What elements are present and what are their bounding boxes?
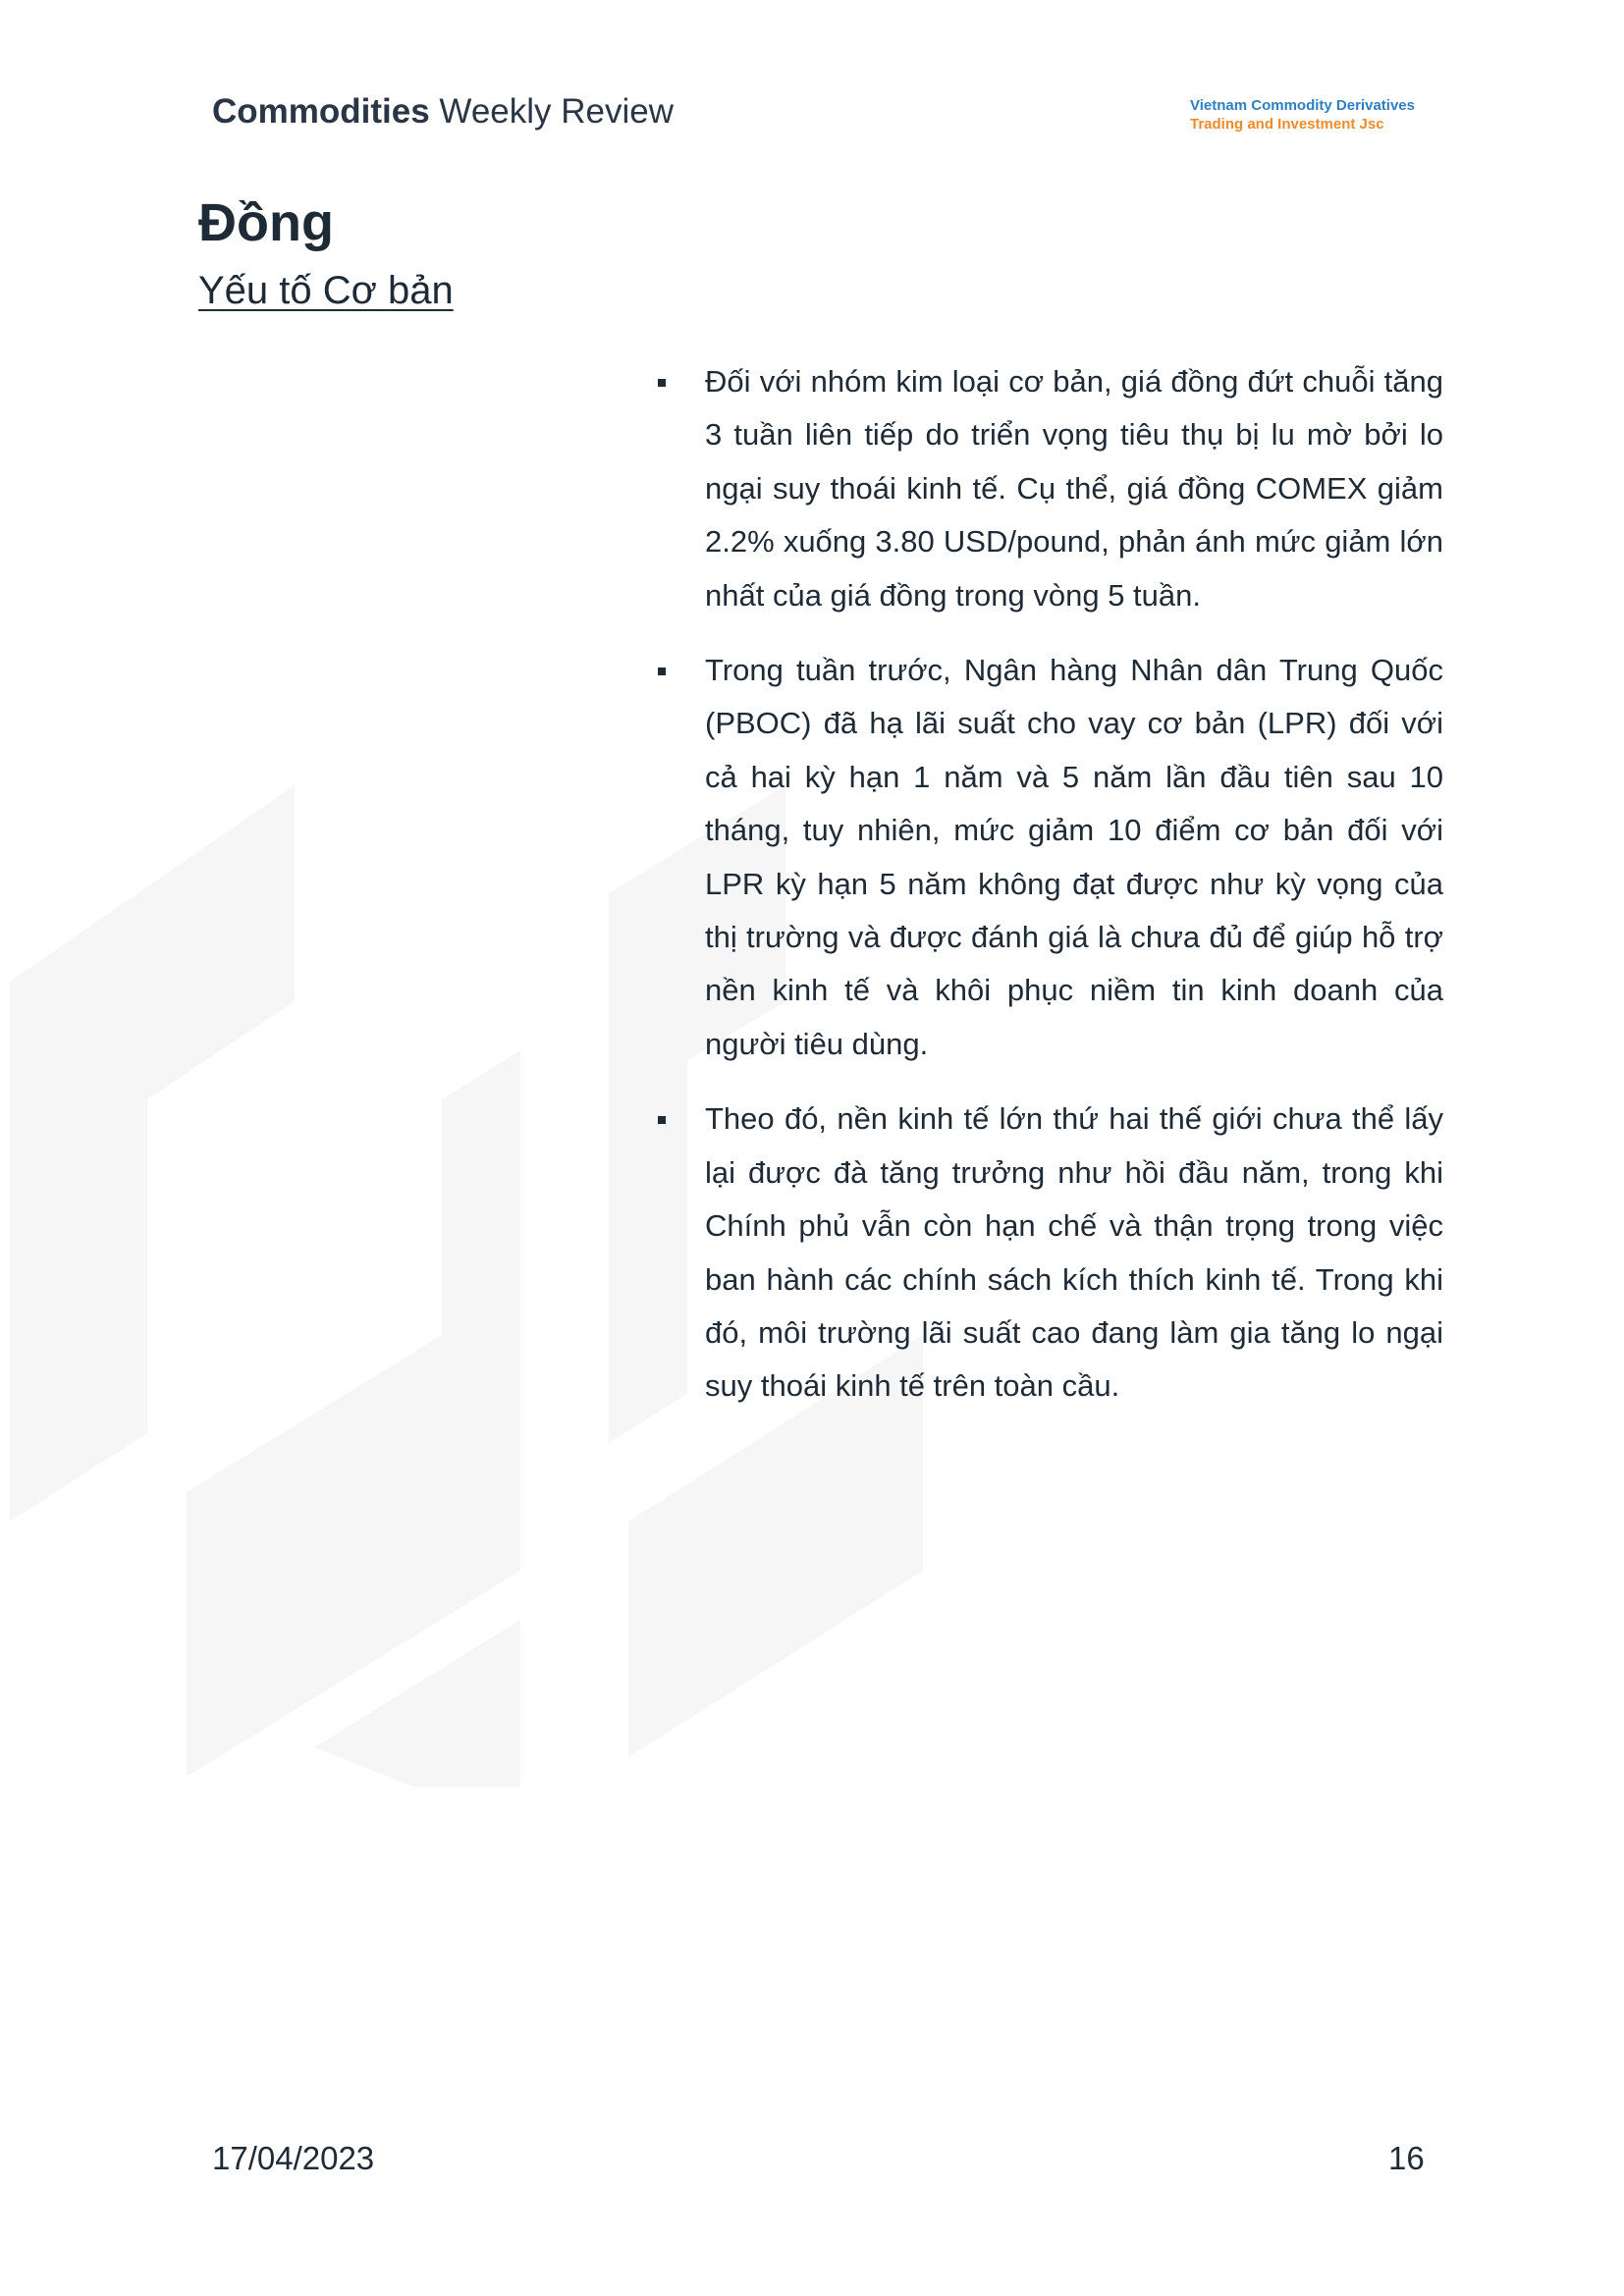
bullet-item [652,355,1443,622]
section-subtitle: Yếu tố Cơ bản [198,269,454,312]
logo-line-2: Trading and Investment Jsc [1190,116,1384,133]
bullet-text: Trong tuần trước, Ngân hàng Nhân dân Trung Quốc (PBOC) đã hạ lãi suất cho vay cơ bản (LPR) đối với cả hai kỳ hạn 1 năm và 5 năm lần đầu tiên sau 10 tháng, tuy nhiên, mức giảm 10 điểm cơ bản đối với LPR kỳ hạn 5 năm không đạt được như kỳ vọng của thị trường và được đánh giá là chưa đủ để giúp hỗ trợ nền kinh tế và khôi phục niềm tin kinh doanh của người tiêu dùng. [705,653,1443,1061]
section-title: Đồng [198,193,334,252]
square-bullet-icon [658,667,666,675]
page-number: 16 [1388,2140,1425,2176]
square-bullet-icon [658,1116,666,1124]
bullet-item [652,1093,1443,1413]
bullet-list [652,355,1443,1435]
header-title-rest: Weekly Review [429,92,675,131]
report-header [212,92,674,132]
header-title-bold: Commodities [212,92,430,131]
bullet-text: Theo đó, nền kinh tế lớn thứ hai thế giới chưa thể lấy lại được đà tăng trưởng như hồi đầu năm, trong khi Chính phủ vẫn còn hạn chế và thận trọng trong việc ban hành các chính sách kích thích kinh tế. Trong khi đó, môi trường lãi suất cao đang làm gia tăng lo ngại suy thoái kinh tế trên toàn cầu. [705,1101,1443,1404]
footer-date: 17/04/2023 [212,2140,375,2176]
bullet-item [652,644,1443,1071]
bullet-text: Đối với nhóm kim loại cơ bản, giá đồng đứt chuỗi tăng 3 tuần liên tiếp do triển vọng tiêu thụ bị lu mờ bởi lo ngại suy thoái kinh tế. Cụ thể, giá đồng COMEX giảm 2.2% xuống 3.80 USD/pound, phản ánh mức giảm lớn nhất của giá đồng trong vòng 5 tuần. [705,364,1443,613]
company-logo [1190,96,1415,133]
square-bullet-icon [658,379,666,387]
logo-line-1: Vietnam Commodity Derivatives [1190,97,1415,114]
